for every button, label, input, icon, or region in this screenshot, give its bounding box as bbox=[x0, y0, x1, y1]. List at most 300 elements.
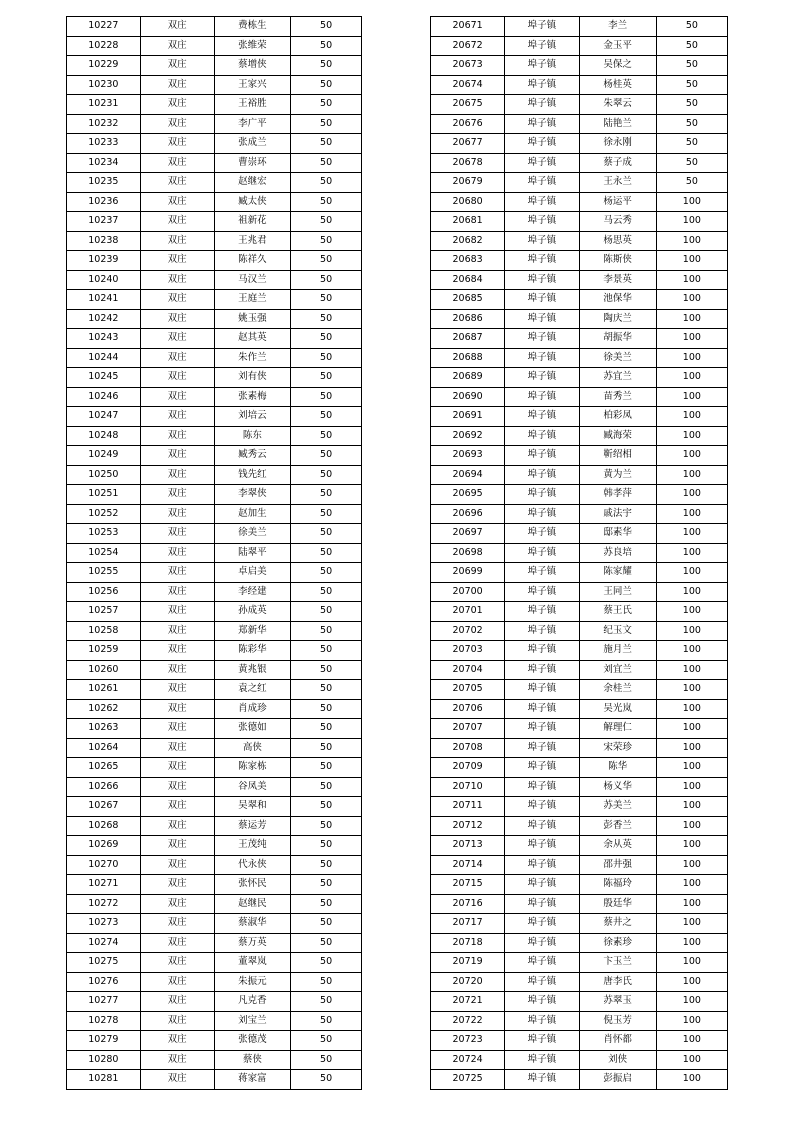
town-cell: 双庄 bbox=[140, 641, 214, 661]
name-cell: 徐美兰 bbox=[579, 348, 656, 368]
name-cell: 卓启美 bbox=[214, 563, 291, 583]
id-cell: 20692 bbox=[431, 426, 505, 446]
table-row bbox=[431, 56, 728, 76]
table-row bbox=[431, 758, 728, 778]
table-row bbox=[431, 231, 728, 251]
amount-cell: 50 bbox=[291, 972, 362, 992]
name-cell: 朱作兰 bbox=[214, 348, 291, 368]
amount-cell: 100 bbox=[656, 797, 727, 817]
town-cell: 埠子镇 bbox=[505, 972, 579, 992]
name-cell: 徐素珍 bbox=[579, 933, 656, 953]
amount-cell: 50 bbox=[291, 816, 362, 836]
amount-cell: 50 bbox=[291, 134, 362, 154]
amount-cell: 100 bbox=[656, 504, 727, 524]
id-cell: 20699 bbox=[431, 563, 505, 583]
town-cell: 双庄 bbox=[140, 738, 214, 758]
town-cell: 双庄 bbox=[140, 212, 214, 232]
table-row bbox=[431, 114, 728, 134]
name-cell: 蔡万英 bbox=[214, 933, 291, 953]
name-cell: 余从英 bbox=[579, 836, 656, 856]
amount-cell: 50 bbox=[291, 485, 362, 505]
id-cell: 10267 bbox=[67, 797, 141, 817]
name-cell: 陆艳兰 bbox=[579, 114, 656, 134]
amount-cell: 100 bbox=[656, 329, 727, 349]
name-cell: 代永侠 bbox=[214, 855, 291, 875]
id-cell: 20717 bbox=[431, 914, 505, 934]
id-cell: 10245 bbox=[67, 368, 141, 388]
id-cell: 20707 bbox=[431, 719, 505, 739]
town-cell: 双庄 bbox=[140, 446, 214, 466]
name-cell: 杨思英 bbox=[579, 231, 656, 251]
id-cell: 20725 bbox=[431, 1070, 505, 1090]
id-cell: 20696 bbox=[431, 504, 505, 524]
table-row bbox=[431, 36, 728, 56]
id-cell: 20715 bbox=[431, 875, 505, 895]
name-cell: 臧太侠 bbox=[214, 192, 291, 212]
name-cell: 池保华 bbox=[579, 290, 656, 310]
table-row bbox=[431, 407, 728, 427]
amount-cell: 100 bbox=[656, 680, 727, 700]
table-row bbox=[67, 17, 362, 37]
table-row bbox=[67, 933, 362, 953]
table-row bbox=[431, 777, 728, 797]
town-cell: 双庄 bbox=[140, 758, 214, 778]
name-cell: 张维荣 bbox=[214, 36, 291, 56]
amount-cell: 50 bbox=[291, 348, 362, 368]
amount-cell: 100 bbox=[656, 602, 727, 622]
table-row bbox=[67, 368, 362, 388]
name-cell: 倪玉芳 bbox=[579, 1011, 656, 1031]
table-row bbox=[67, 446, 362, 466]
name-cell: 钱先红 bbox=[214, 465, 291, 485]
amount-cell: 100 bbox=[656, 582, 727, 602]
town-cell: 埠子镇 bbox=[505, 992, 579, 1012]
amount-cell: 100 bbox=[656, 251, 727, 271]
amount-cell: 100 bbox=[656, 992, 727, 1012]
name-cell: 蔡子成 bbox=[579, 153, 656, 173]
id-cell: 20708 bbox=[431, 738, 505, 758]
amount-cell: 50 bbox=[291, 95, 362, 115]
name-cell: 李广平 bbox=[214, 114, 291, 134]
table-row bbox=[431, 972, 728, 992]
name-cell: 苏美兰 bbox=[579, 797, 656, 817]
town-cell: 双庄 bbox=[140, 543, 214, 563]
town-cell: 双庄 bbox=[140, 36, 214, 56]
amount-cell: 50 bbox=[656, 75, 727, 95]
table-row bbox=[67, 465, 362, 485]
name-cell: 陆翠平 bbox=[214, 543, 291, 563]
amount-cell: 50 bbox=[291, 758, 362, 778]
amount-cell: 50 bbox=[291, 875, 362, 895]
table-row bbox=[431, 992, 728, 1012]
town-cell: 埠子镇 bbox=[505, 173, 579, 193]
name-cell: 王庭兰 bbox=[214, 290, 291, 310]
name-cell: 苏宜兰 bbox=[579, 368, 656, 388]
town-cell: 双庄 bbox=[140, 348, 214, 368]
name-cell: 赵继宏 bbox=[214, 173, 291, 193]
name-cell: 邸素华 bbox=[579, 524, 656, 544]
table-row bbox=[431, 75, 728, 95]
town-cell: 埠子镇 bbox=[505, 309, 579, 329]
name-cell: 陶庆兰 bbox=[579, 309, 656, 329]
id-cell: 10231 bbox=[67, 95, 141, 115]
town-cell: 双庄 bbox=[140, 875, 214, 895]
amount-cell: 50 bbox=[656, 114, 727, 134]
town-cell: 双庄 bbox=[140, 855, 214, 875]
town-cell: 埠子镇 bbox=[505, 329, 579, 349]
amount-cell: 50 bbox=[291, 602, 362, 622]
town-cell: 埠子镇 bbox=[505, 914, 579, 934]
town-cell: 埠子镇 bbox=[505, 836, 579, 856]
name-cell: 赵其英 bbox=[214, 329, 291, 349]
table-row bbox=[431, 543, 728, 563]
name-cell: 余桂兰 bbox=[579, 680, 656, 700]
id-cell: 20721 bbox=[431, 992, 505, 1012]
amount-cell: 50 bbox=[291, 738, 362, 758]
table-row bbox=[67, 329, 362, 349]
amount-cell: 100 bbox=[656, 738, 727, 758]
id-cell: 20701 bbox=[431, 602, 505, 622]
id-cell: 10227 bbox=[67, 17, 141, 37]
right-roster-body bbox=[431, 17, 728, 1090]
name-cell: 宋荣珍 bbox=[579, 738, 656, 758]
name-cell: 蔡王氏 bbox=[579, 602, 656, 622]
town-cell: 双庄 bbox=[140, 309, 214, 329]
name-cell: 徐永刚 bbox=[579, 134, 656, 154]
amount-cell: 50 bbox=[291, 270, 362, 290]
name-cell: 陈家耀 bbox=[579, 563, 656, 583]
name-cell: 费栋生 bbox=[214, 17, 291, 37]
amount-cell: 50 bbox=[291, 933, 362, 953]
town-cell: 埠子镇 bbox=[505, 953, 579, 973]
id-cell: 10254 bbox=[67, 543, 141, 563]
id-cell: 20687 bbox=[431, 329, 505, 349]
town-cell: 埠子镇 bbox=[505, 95, 579, 115]
amount-cell: 50 bbox=[656, 153, 727, 173]
name-cell: 凡克香 bbox=[214, 992, 291, 1012]
town-cell: 双庄 bbox=[140, 270, 214, 290]
table-row bbox=[431, 953, 728, 973]
town-cell: 埠子镇 bbox=[505, 621, 579, 641]
amount-cell: 50 bbox=[291, 407, 362, 427]
id-cell: 20724 bbox=[431, 1050, 505, 1070]
name-cell: 李景英 bbox=[579, 270, 656, 290]
name-cell: 张成兰 bbox=[214, 134, 291, 154]
town-cell: 埠子镇 bbox=[505, 777, 579, 797]
id-cell: 20691 bbox=[431, 407, 505, 427]
amount-cell: 50 bbox=[291, 641, 362, 661]
amount-cell: 100 bbox=[656, 485, 727, 505]
id-cell: 20704 bbox=[431, 660, 505, 680]
town-cell: 双庄 bbox=[140, 251, 214, 271]
amount-cell: 100 bbox=[656, 660, 727, 680]
amount-cell: 100 bbox=[656, 777, 727, 797]
table-row bbox=[67, 485, 362, 505]
table-row bbox=[67, 309, 362, 329]
table-row bbox=[67, 56, 362, 76]
left-roster-table bbox=[66, 16, 362, 1090]
town-cell: 埠子镇 bbox=[505, 758, 579, 778]
id-cell: 10263 bbox=[67, 719, 141, 739]
table-row bbox=[431, 1070, 728, 1090]
amount-cell: 100 bbox=[656, 348, 727, 368]
name-cell: 张德茂 bbox=[214, 1031, 291, 1051]
id-cell: 20693 bbox=[431, 446, 505, 466]
name-cell: 刘有侠 bbox=[214, 368, 291, 388]
amount-cell: 50 bbox=[291, 992, 362, 1012]
id-cell: 20676 bbox=[431, 114, 505, 134]
town-cell: 埠子镇 bbox=[505, 465, 579, 485]
table-row bbox=[67, 192, 362, 212]
table-row bbox=[67, 407, 362, 427]
table-row bbox=[431, 212, 728, 232]
town-cell: 埠子镇 bbox=[505, 933, 579, 953]
amount-cell: 100 bbox=[656, 270, 727, 290]
id-cell: 10250 bbox=[67, 465, 141, 485]
amount-cell: 50 bbox=[291, 426, 362, 446]
amount-cell: 50 bbox=[656, 95, 727, 115]
table-row bbox=[431, 17, 728, 37]
name-cell: 陈斯侠 bbox=[579, 251, 656, 271]
town-cell: 双庄 bbox=[140, 56, 214, 76]
table-row bbox=[67, 699, 362, 719]
table-row bbox=[431, 680, 728, 700]
id-cell: 20710 bbox=[431, 777, 505, 797]
town-cell: 双庄 bbox=[140, 329, 214, 349]
table-row bbox=[67, 426, 362, 446]
table-row bbox=[67, 953, 362, 973]
table-row bbox=[67, 738, 362, 758]
amount-cell: 50 bbox=[291, 465, 362, 485]
name-cell: 刘宝兰 bbox=[214, 1011, 291, 1031]
town-cell: 双庄 bbox=[140, 914, 214, 934]
amount-cell: 50 bbox=[291, 251, 362, 271]
table-row bbox=[67, 660, 362, 680]
amount-cell: 50 bbox=[291, 387, 362, 407]
table-row bbox=[431, 329, 728, 349]
name-cell: 韩孝萍 bbox=[579, 485, 656, 505]
name-cell: 王同兰 bbox=[579, 582, 656, 602]
table-row bbox=[67, 36, 362, 56]
id-cell: 20705 bbox=[431, 680, 505, 700]
id-cell: 20685 bbox=[431, 290, 505, 310]
amount-cell: 100 bbox=[656, 894, 727, 914]
amount-cell: 100 bbox=[656, 446, 727, 466]
table-row bbox=[67, 1011, 362, 1031]
town-cell: 埠子镇 bbox=[505, 290, 579, 310]
id-cell: 10258 bbox=[67, 621, 141, 641]
name-cell: 袁之红 bbox=[214, 680, 291, 700]
amount-cell: 50 bbox=[291, 231, 362, 251]
amount-cell: 50 bbox=[291, 368, 362, 388]
right-roster-table bbox=[430, 16, 728, 1090]
amount-cell: 100 bbox=[656, 816, 727, 836]
name-cell: 唐李氏 bbox=[579, 972, 656, 992]
id-cell: 20695 bbox=[431, 485, 505, 505]
id-cell: 10251 bbox=[67, 485, 141, 505]
town-cell: 双庄 bbox=[140, 797, 214, 817]
table-row bbox=[67, 894, 362, 914]
town-cell: 双庄 bbox=[140, 602, 214, 622]
name-cell: 张德如 bbox=[214, 719, 291, 739]
table-row bbox=[431, 1050, 728, 1070]
name-cell: 高侠 bbox=[214, 738, 291, 758]
id-cell: 20682 bbox=[431, 231, 505, 251]
id-cell: 20683 bbox=[431, 251, 505, 271]
town-cell: 埠子镇 bbox=[505, 270, 579, 290]
amount-cell: 100 bbox=[656, 1050, 727, 1070]
amount-cell: 100 bbox=[656, 192, 727, 212]
id-cell: 10233 bbox=[67, 134, 141, 154]
town-cell: 埠子镇 bbox=[505, 251, 579, 271]
name-cell: 朱振元 bbox=[214, 972, 291, 992]
id-cell: 20716 bbox=[431, 894, 505, 914]
table-row bbox=[431, 602, 728, 622]
town-cell: 埠子镇 bbox=[505, 660, 579, 680]
id-cell: 10280 bbox=[67, 1050, 141, 1070]
table-row bbox=[431, 738, 728, 758]
table-row bbox=[67, 543, 362, 563]
name-cell: 蔡运芳 bbox=[214, 816, 291, 836]
amount-cell: 100 bbox=[656, 1011, 727, 1031]
town-cell: 埠子镇 bbox=[505, 504, 579, 524]
table-row bbox=[67, 719, 362, 739]
table-row bbox=[67, 1070, 362, 1090]
amount-cell: 50 bbox=[291, 192, 362, 212]
amount-cell: 100 bbox=[656, 933, 727, 953]
name-cell: 蔡淑华 bbox=[214, 914, 291, 934]
table-row bbox=[67, 212, 362, 232]
name-cell: 金玉平 bbox=[579, 36, 656, 56]
name-cell: 马汉兰 bbox=[214, 270, 291, 290]
amount-cell: 100 bbox=[656, 407, 727, 427]
amount-cell: 100 bbox=[656, 543, 727, 563]
table-row bbox=[67, 348, 362, 368]
town-cell: 双庄 bbox=[140, 465, 214, 485]
amount-cell: 50 bbox=[291, 153, 362, 173]
id-cell: 10261 bbox=[67, 680, 141, 700]
town-cell: 双庄 bbox=[140, 75, 214, 95]
table-row bbox=[67, 777, 362, 797]
name-cell: 祖新花 bbox=[214, 212, 291, 232]
town-cell: 双庄 bbox=[140, 173, 214, 193]
id-cell: 10277 bbox=[67, 992, 141, 1012]
town-cell: 埠子镇 bbox=[505, 153, 579, 173]
table-row bbox=[67, 641, 362, 661]
amount-cell: 50 bbox=[656, 17, 727, 37]
town-cell: 埠子镇 bbox=[505, 582, 579, 602]
table-row bbox=[67, 504, 362, 524]
table-row bbox=[67, 173, 362, 193]
name-cell: 陈东 bbox=[214, 426, 291, 446]
table-row bbox=[431, 1011, 728, 1031]
name-cell: 赵继民 bbox=[214, 894, 291, 914]
id-cell: 10252 bbox=[67, 504, 141, 524]
town-cell: 埠子镇 bbox=[505, 524, 579, 544]
id-cell: 10229 bbox=[67, 56, 141, 76]
name-cell: 陈彩华 bbox=[214, 641, 291, 661]
town-cell: 埠子镇 bbox=[505, 17, 579, 37]
id-cell: 20679 bbox=[431, 173, 505, 193]
town-cell: 双庄 bbox=[140, 719, 214, 739]
id-cell: 20718 bbox=[431, 933, 505, 953]
name-cell: 戚法宇 bbox=[579, 504, 656, 524]
table-row bbox=[431, 524, 728, 544]
table-row bbox=[67, 387, 362, 407]
name-cell: 彭香兰 bbox=[579, 816, 656, 836]
amount-cell: 100 bbox=[656, 524, 727, 544]
town-cell: 埠子镇 bbox=[505, 36, 579, 56]
id-cell: 20672 bbox=[431, 36, 505, 56]
amount-cell: 50 bbox=[291, 309, 362, 329]
amount-cell: 100 bbox=[656, 641, 727, 661]
town-cell: 埠子镇 bbox=[505, 1031, 579, 1051]
id-cell: 10264 bbox=[67, 738, 141, 758]
town-cell: 埠子镇 bbox=[505, 485, 579, 505]
town-cell: 双庄 bbox=[140, 972, 214, 992]
table-row bbox=[67, 855, 362, 875]
town-cell: 埠子镇 bbox=[505, 114, 579, 134]
amount-cell: 50 bbox=[291, 504, 362, 524]
name-cell: 纪玉文 bbox=[579, 621, 656, 641]
table-row bbox=[67, 836, 362, 856]
name-cell: 吴翠和 bbox=[214, 797, 291, 817]
amount-cell: 50 bbox=[656, 173, 727, 193]
id-cell: 10274 bbox=[67, 933, 141, 953]
name-cell: 陈祥久 bbox=[214, 251, 291, 271]
town-cell: 双庄 bbox=[140, 368, 214, 388]
name-cell: 刘培云 bbox=[214, 407, 291, 427]
amount-cell: 100 bbox=[656, 465, 727, 485]
id-cell: 10257 bbox=[67, 602, 141, 622]
id-cell: 10265 bbox=[67, 758, 141, 778]
id-cell: 20702 bbox=[431, 621, 505, 641]
town-cell: 双庄 bbox=[140, 134, 214, 154]
table-row bbox=[431, 348, 728, 368]
id-cell: 10237 bbox=[67, 212, 141, 232]
id-cell: 20681 bbox=[431, 212, 505, 232]
id-cell: 20712 bbox=[431, 816, 505, 836]
town-cell: 双庄 bbox=[140, 1070, 214, 1090]
id-cell: 10276 bbox=[67, 972, 141, 992]
table-row bbox=[431, 816, 728, 836]
name-cell: 杨桂英 bbox=[579, 75, 656, 95]
town-cell: 双庄 bbox=[140, 114, 214, 134]
id-cell: 10242 bbox=[67, 309, 141, 329]
id-cell: 20706 bbox=[431, 699, 505, 719]
amount-cell: 50 bbox=[291, 953, 362, 973]
town-cell: 埠子镇 bbox=[505, 738, 579, 758]
name-cell: 王兆君 bbox=[214, 231, 291, 251]
town-cell: 双庄 bbox=[140, 524, 214, 544]
amount-cell: 100 bbox=[656, 1070, 727, 1090]
name-cell: 卞玉兰 bbox=[579, 953, 656, 973]
town-cell: 埠子镇 bbox=[505, 348, 579, 368]
id-cell: 10243 bbox=[67, 329, 141, 349]
id-cell: 10248 bbox=[67, 426, 141, 446]
table-row bbox=[431, 192, 728, 212]
amount-cell: 50 bbox=[291, 699, 362, 719]
table-row bbox=[431, 875, 728, 895]
town-cell: 埠子镇 bbox=[505, 56, 579, 76]
name-cell: 肖怀都 bbox=[579, 1031, 656, 1051]
table-row bbox=[67, 95, 362, 115]
table-row bbox=[431, 621, 728, 641]
town-cell: 埠子镇 bbox=[505, 1070, 579, 1090]
table-row bbox=[67, 758, 362, 778]
table-row bbox=[431, 582, 728, 602]
name-cell: 解理仁 bbox=[579, 719, 656, 739]
